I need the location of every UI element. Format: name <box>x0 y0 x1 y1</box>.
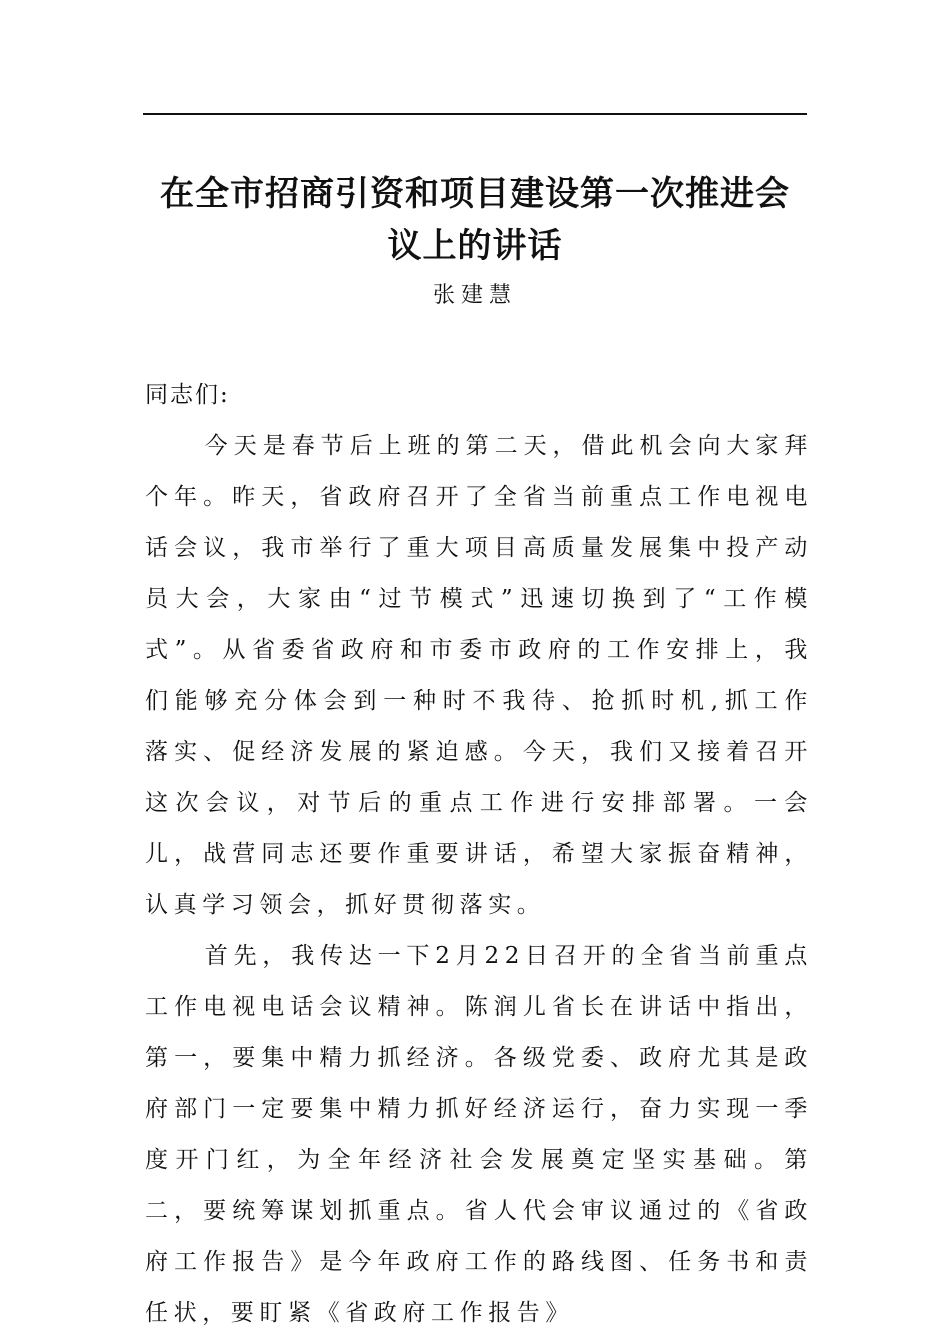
speech-body <box>145 370 813 1339</box>
paragraph-1: 今天是春节后上班的第二天，借此机会向大家拜个年。昨天，省政府召开了全省当前重点工作电视电话会议，我市举行了重大项目高质量发展集中投产动员大会，大家由“过节模式”迅速切换到了“工作模式”。从省委省政府和市委市政府的工作安排上，我们能够充分体会到一种时不我待、抢抓时机,抓工作落实、促经济发展的紧迫感。今天，我们又接着召开这次会议，对节后的重点工作进行安排部署。一会儿，战营同志还要作重要讲话，希望大家振奋精神，认真学习领会，抓好贯彻落实。 <box>145 433 813 918</box>
salutation: 同志们: <box>145 382 230 408</box>
header-rule <box>143 113 807 115</box>
document-title: 在全市招商引资和项目建设第一次推进会议上的讲话 <box>160 174 790 266</box>
paragraph-2: 首先，我传达一下2月22日召开的全省当前重点工作电视电话会议精神。陈润儿省长在讲话中指出，第一，要集中精力抓经济。各级党委、政府尤其是政府部门一定要集中精力抓好经济运行，奋力实现一季度开门红，为全年经济社会发展奠定坚实基础。第二，要统筹谋划抓重点。省人代会审议通过的《省政府工作报告》是今年政府工作的路线图、任务书和责任状，要盯紧《省政府工作报告》 <box>145 943 813 1326</box>
author-name: 张建慧 <box>432 283 517 308</box>
